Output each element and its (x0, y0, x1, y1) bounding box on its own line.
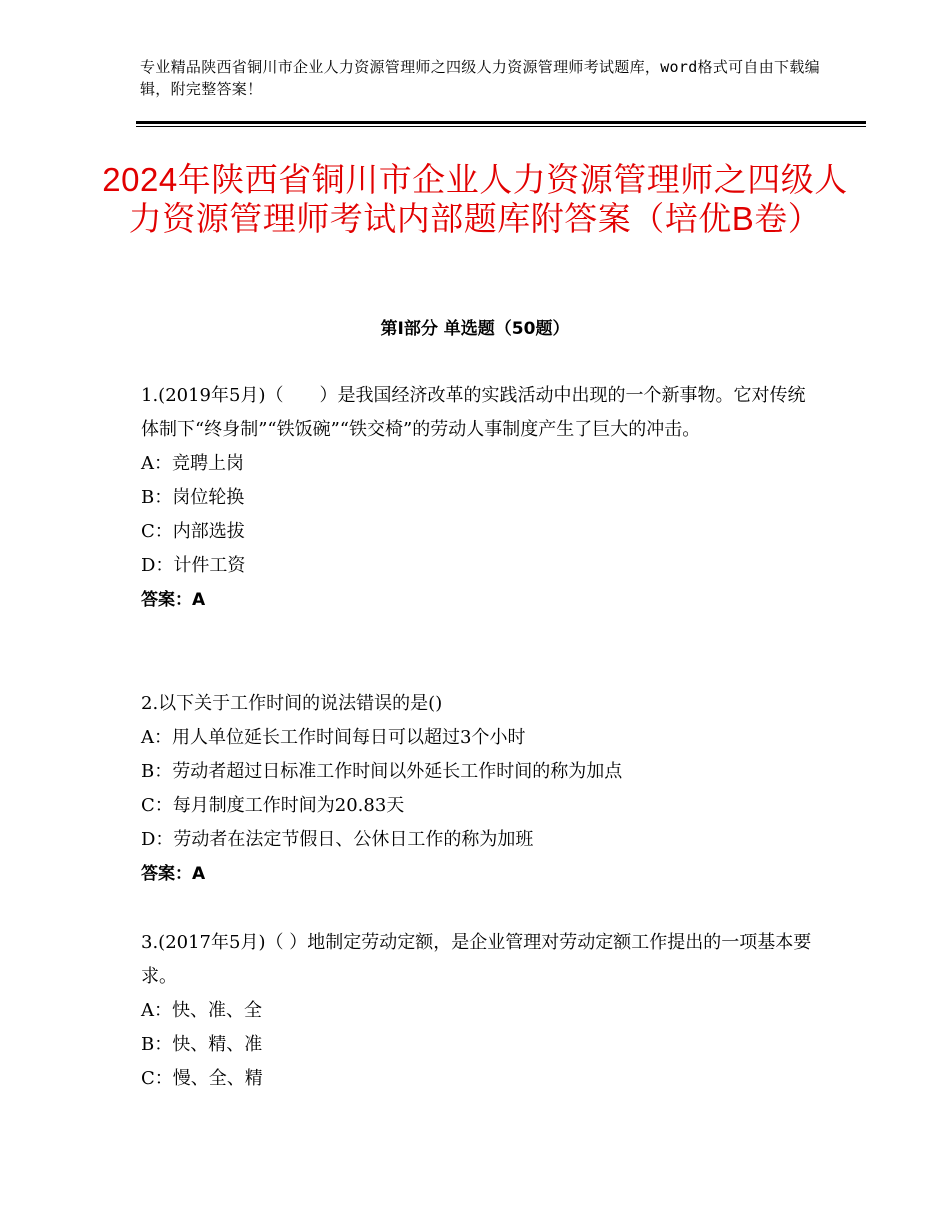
answer-line: 答案：A (141, 590, 206, 610)
header-rule-thick (136, 121, 866, 124)
question-3 (141, 926, 821, 1096)
option-b: B：快、精、准 (141, 1034, 263, 1055)
header-rule-thin (136, 126, 866, 127)
question-stem: 1.(2019年5月)（ ）是我国经济改革的实践活动中出现的一个新事物。它对传统体制下“终身制”“铁饭碗”“铁交椅”的劳动人事制度产生了巨大的冲击。 (141, 385, 806, 440)
answer-line: 答案：A (141, 864, 206, 884)
option-d: D：计件工资 (141, 555, 246, 576)
question-2 (141, 687, 821, 891)
option-c: C：每月制度工作时间为20.83天 (141, 795, 405, 816)
option-c: C：慢、全、精 (141, 1068, 263, 1089)
option-a: A：竞聘上岗 (141, 453, 244, 474)
question-stem: 3.(2017年5月)（ ）地制定劳动定额，是企业管理对劳动定额工作提出的一项基本要求。 (141, 932, 812, 987)
question-1 (141, 379, 821, 617)
option-a: A：快、准、全 (141, 1000, 262, 1021)
header-note: 专业精品陕西省铜川市企业人力资源管理师之四级人力资源管理师考试题库，word格式可自由下载编辑，附完整答案！ (140, 58, 820, 98)
section-heading: 第Ⅰ部分 单选题（50题） (380, 319, 570, 339)
option-d: D：劳动者在法定节假日、公休日工作的称为加班 (141, 829, 534, 850)
option-a: A：用人单位延长工作时间每日可以超过3个小时 (141, 727, 526, 748)
question-stem: 2.以下关于工作时间的说法错误的是() (141, 693, 443, 714)
option-b: B：岗位轮换 (141, 487, 245, 508)
option-c: C：内部选拔 (141, 521, 245, 542)
option-b: B：劳动者超过日标准工作时间以外延长工作时间的称为加点 (141, 761, 623, 782)
document-title: 2024年陕西省铜川市企业人力资源管理师之四级人力资源管理师考试内部题库附答案（培优B卷） (102, 161, 848, 237)
